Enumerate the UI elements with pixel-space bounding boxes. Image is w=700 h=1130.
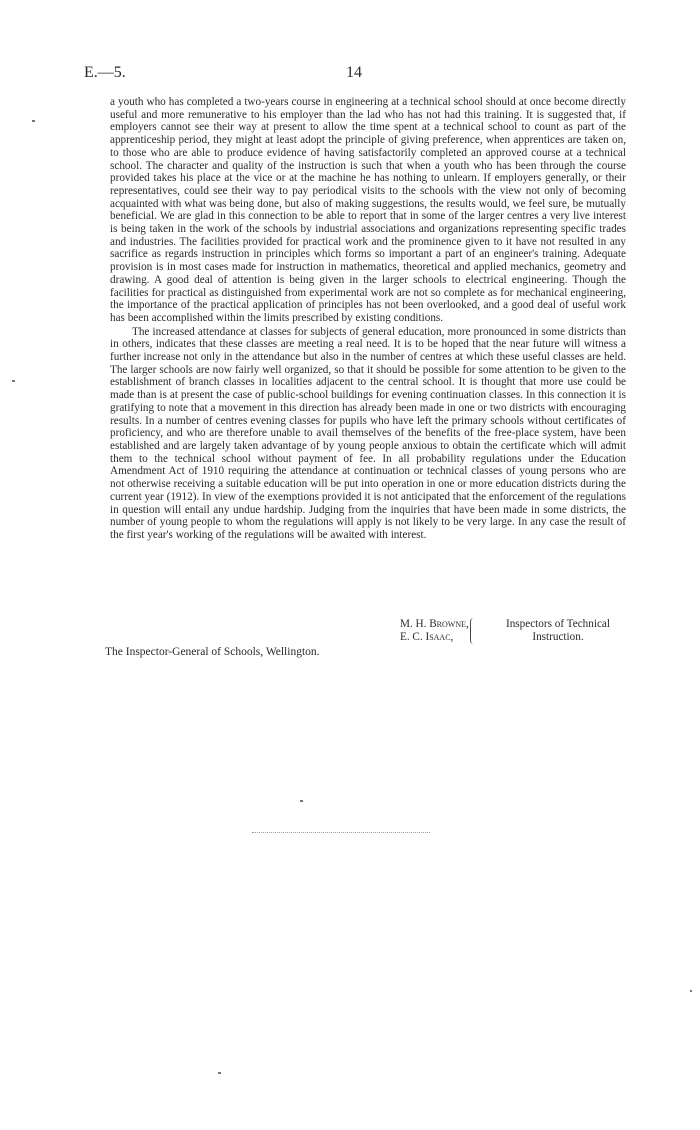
paragraph-general-education: The increased attendance at classes for subjects of general education, more pronounced in some districts than in others, indicates that these classes are meeting a real need. It is to be hoped that the near future will witness a further increase not only in the attendance but also in the number of centres at which these useful classes are held. The larger schools are now fairly well organized, so that it should be possible for some attention to be given to the establishment of branch classes in localities adjacent to the central school. It is thought that more use could be made than is at present the case of public-school buildings for evening continuation classes. In this connection it is gratifying to note that a movement in this direction has already been made in one or two districts with encouraging results. In a number of centres evening classes for pupils who have left the primary schools without certificates of proficiency, and who are therefore unable to avail themselves of the benefits of the free-place system, have been established and are largely taken advantage of by young people anxious to obtain the certificate which will admit them to the technical school without payment of fee. In all probability regulations under the Education Amendment Act of 1910 requiring the attendance at continuation or technical classes of young persons who are not otherwise receiving a suitable education will be put into operation in one or more education districts during the current year (1912). In view of the exemptions provided it is not anticipated that the enforcement of the regulations in question will entail any undue hardship. Judging from the inquiries that have been made in some districts, the number of young people to whom the regulations will apply is not likely to be very large. In any case the result of the first year's working of the regulations will be awaited with interest. bbox=[110, 325, 626, 541]
document-code: E.—5. bbox=[84, 64, 126, 81]
report-body bbox=[110, 96, 626, 542]
dotted-rule bbox=[252, 832, 430, 833]
scan-speck bbox=[690, 990, 692, 992]
page-number: 14 bbox=[346, 64, 362, 81]
scan-speck bbox=[218, 1072, 221, 1074]
signatory-browne: M. H. Browne, bbox=[400, 618, 469, 630]
scan-speck bbox=[300, 800, 303, 802]
title-line-2: Instruction. bbox=[532, 631, 584, 643]
scan-speck bbox=[12, 380, 15, 382]
title-line-1: Inspectors of Technical bbox=[505, 618, 610, 630]
paragraph-continued: a youth who has completed a two-years course in engineering at a technical school should at once become directly useful and more remunerative to his employer than the lad who has not had this training. It is suggested that, if employers cannot see their way at present to allow the time spent at a technical school to count as part of the apprenticeship period, they might at least adopt the principle of giving preference, when apprentices are taken on, to those who are able to produce evidence of having satisfactorily completed an approved course at a technical school. The character and quality of the instruction is such that when a youth who has been through the course provided takes his place at the vice or at the machine he has nothing to unlearn. If employers generally, or their representatives, could see their way to pay periodical visits to the schools with the view not only of becoming acquainted with what was being done, but also of making suggestions, the results would, we feel sure, be mutually beneficial. We are glad in this connection to be able to report that in some of the larger centres a very live interest is being taken in the work of the schools by industrial associations and organizations representing specific trades and industries. The facilities provided for practical work and the prominence given to it have not resulted in any sacrifice as regards instruction in principles which forms so important a part of an engineer's training. Adequate provision is in most cases made for instruction in mathematics, theoretical and applied mechanics, geometry and drawing. A good deal of attention is being given in the larger schools to electrical engineering. Though the facilities for practical as distinguished from experimental work are not so complete as for mechanical engineering, the importance of the practical application of principles has not been overlooked, and a good deal of useful work has been accomplished within the limits prescribed by existing conditions. bbox=[110, 96, 626, 324]
page-header bbox=[84, 64, 604, 84]
addressee: The Inspector-General of Schools, Wellington. bbox=[105, 646, 320, 658]
signature-brace bbox=[470, 618, 477, 644]
scan-speck bbox=[32, 120, 35, 122]
signatory-isaac: E. C. Isaac, bbox=[400, 631, 454, 643]
signatory-title bbox=[478, 618, 638, 644]
